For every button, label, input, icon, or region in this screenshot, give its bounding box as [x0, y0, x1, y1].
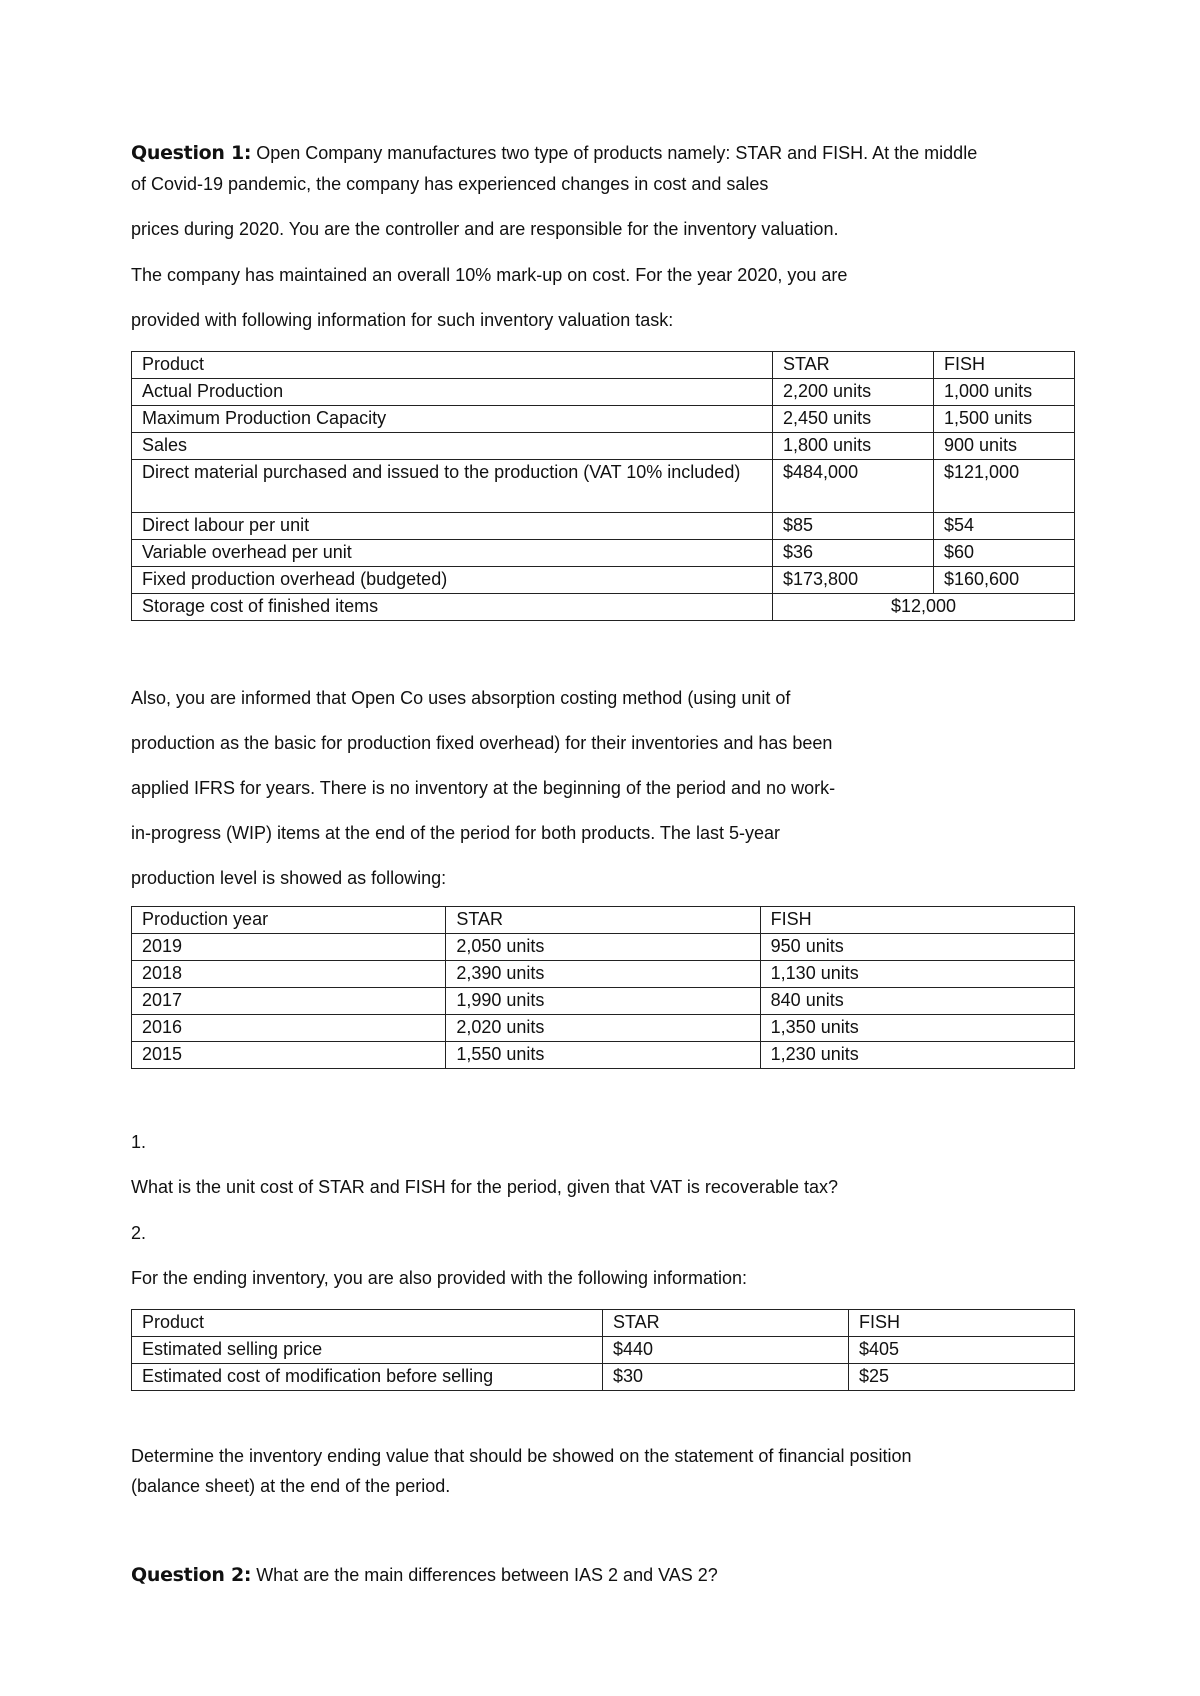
table-cell: 1,550 units	[446, 1042, 760, 1069]
table-cell: 1,500 units	[934, 406, 1075, 433]
table-cell: 2,390 units	[446, 961, 760, 988]
table-cell: FISH	[934, 352, 1075, 379]
table-cell: 2,200 units	[773, 379, 934, 406]
table-cell: 2019	[132, 934, 446, 961]
table-row	[132, 988, 1075, 1015]
production-history-table	[131, 906, 1075, 1069]
table-row	[132, 1364, 1075, 1391]
table-row	[132, 460, 1075, 513]
question-1-label: Question 1:	[131, 142, 252, 164]
item-1-number: 1.	[131, 1132, 147, 1152]
question-2	[131, 1563, 1071, 1587]
table-header-row	[132, 907, 1075, 934]
table-cell: $36	[773, 540, 934, 567]
table-cell: $54	[934, 513, 1075, 540]
table-row	[132, 433, 1075, 460]
question-1-line-2: of Covid-19 pandemic, the company has experienced changes in cost and sales	[131, 174, 769, 194]
table-row	[132, 1337, 1075, 1364]
question-2-text: What are the main differences between IAS 2 and VAS 2?	[251, 1565, 718, 1585]
table-header-row	[132, 352, 1075, 379]
paragraph-2-line-3: applied IFRS for years. There is no inventory at the beginning of the period and no work-	[131, 778, 836, 798]
table-row	[132, 1015, 1075, 1042]
item-1-question: What is the unit cost of STAR and FISH for the period, given that VAT is recoverable tax?	[131, 1177, 839, 1197]
paragraph-2-line-2: production as the basic for production fixed overhead) for their inventories and has been	[131, 733, 833, 753]
table-row	[132, 934, 1075, 961]
table-cell: Sales	[132, 433, 773, 460]
table-cell: 1,350 units	[760, 1015, 1074, 1042]
table-cell: Product	[132, 1310, 603, 1337]
table-cell: 1,800 units	[773, 433, 934, 460]
item-2-text: For the ending inventory, you are also provided with the following information:	[131, 1268, 748, 1288]
table-row	[132, 567, 1075, 594]
table-row	[132, 379, 1075, 406]
table-cell: STAR	[773, 352, 934, 379]
table-cell: $160,600	[934, 567, 1075, 594]
storage-cost-value: $12,000	[773, 594, 1075, 621]
table-cell: STAR	[603, 1310, 849, 1337]
table-row	[132, 1042, 1075, 1069]
table-cell: Production year	[132, 907, 446, 934]
table-row	[132, 513, 1075, 540]
table-cell: 2015	[132, 1042, 446, 1069]
table-cell: 1,230 units	[760, 1042, 1074, 1069]
table-cell: $25	[849, 1364, 1075, 1391]
ending-inventory-table	[131, 1309, 1075, 1391]
determine-line-2: (balance sheet) at the end of the period.	[131, 1476, 451, 1496]
table-row	[132, 961, 1075, 988]
question-1-line-4: The company has maintained an overall 10% mark-up on cost. For the year 2020, you are	[131, 265, 848, 285]
production-data-table	[131, 351, 1075, 621]
question-2-label: Question 2:	[131, 1564, 252, 1586]
question-1-line-1	[131, 141, 1071, 165]
determine-line-1: Determine the inventory ending value that should be showed on the statement of financial position	[131, 1446, 912, 1466]
table-cell: $440	[603, 1337, 849, 1364]
table-cell: 900 units	[934, 433, 1075, 460]
question-1-line-3: prices during 2020. You are the controller and are responsible for the inventory valuation.	[131, 219, 839, 239]
paragraph-2-line-4: in-progress (WIP) items at the end of the period for both products. The last 5-year	[131, 823, 780, 843]
table-cell: $85	[773, 513, 934, 540]
table-cell: Direct material purchased and issued to the production (VAT 10% included)	[132, 460, 773, 513]
question-1-intro: Open Company manufactures two type of products namely: STAR and FISH. At the middle	[251, 143, 978, 163]
table-cell: 950 units	[760, 934, 1074, 961]
table-cell: 1,000 units	[934, 379, 1075, 406]
table-cell: 840 units	[760, 988, 1074, 1015]
item-2-number: 2.	[131, 1223, 147, 1243]
question-1-line-5: provided with following information for such inventory valuation task:	[131, 310, 674, 330]
paragraph-2-line-1: Also, you are informed that Open Co uses absorption costing method (using unit of	[131, 688, 791, 708]
table-row	[132, 594, 1075, 621]
table-cell: 2,020 units	[446, 1015, 760, 1042]
table-cell: 1,130 units	[760, 961, 1074, 988]
table-cell: 2,050 units	[446, 934, 760, 961]
table-cell: Direct labour per unit	[132, 513, 773, 540]
table-row	[132, 540, 1075, 567]
table-cell: 2016	[132, 1015, 446, 1042]
table-cell: $30	[603, 1364, 849, 1391]
table-cell: Actual Production	[132, 379, 773, 406]
table-cell: $405	[849, 1337, 1075, 1364]
table-cell: $173,800	[773, 567, 934, 594]
table-cell: FISH	[849, 1310, 1075, 1337]
table-cell: STAR	[446, 907, 760, 934]
table-cell: FISH	[760, 907, 1074, 934]
table-row	[132, 406, 1075, 433]
table-cell: Variable overhead per unit	[132, 540, 773, 567]
storage-cost-label: Storage cost of finished items	[132, 594, 773, 621]
table-cell: Product	[132, 352, 773, 379]
table-cell: Maximum Production Capacity	[132, 406, 773, 433]
table-cell: 2017	[132, 988, 446, 1015]
table-header-row	[132, 1310, 1075, 1337]
table-cell: Fixed production overhead (budgeted)	[132, 567, 773, 594]
table-cell: Estimated selling price	[132, 1337, 603, 1364]
table-cell: $121,000	[934, 460, 1075, 513]
table-cell: $60	[934, 540, 1075, 567]
table-cell: $484,000	[773, 460, 934, 513]
table-cell: Estimated cost of modification before selling	[132, 1364, 603, 1391]
table-cell: 1,990 units	[446, 988, 760, 1015]
paragraph-2-line-5: production level is showed as following:	[131, 868, 447, 888]
table-cell: 2018	[132, 961, 446, 988]
table-cell: 2,450 units	[773, 406, 934, 433]
